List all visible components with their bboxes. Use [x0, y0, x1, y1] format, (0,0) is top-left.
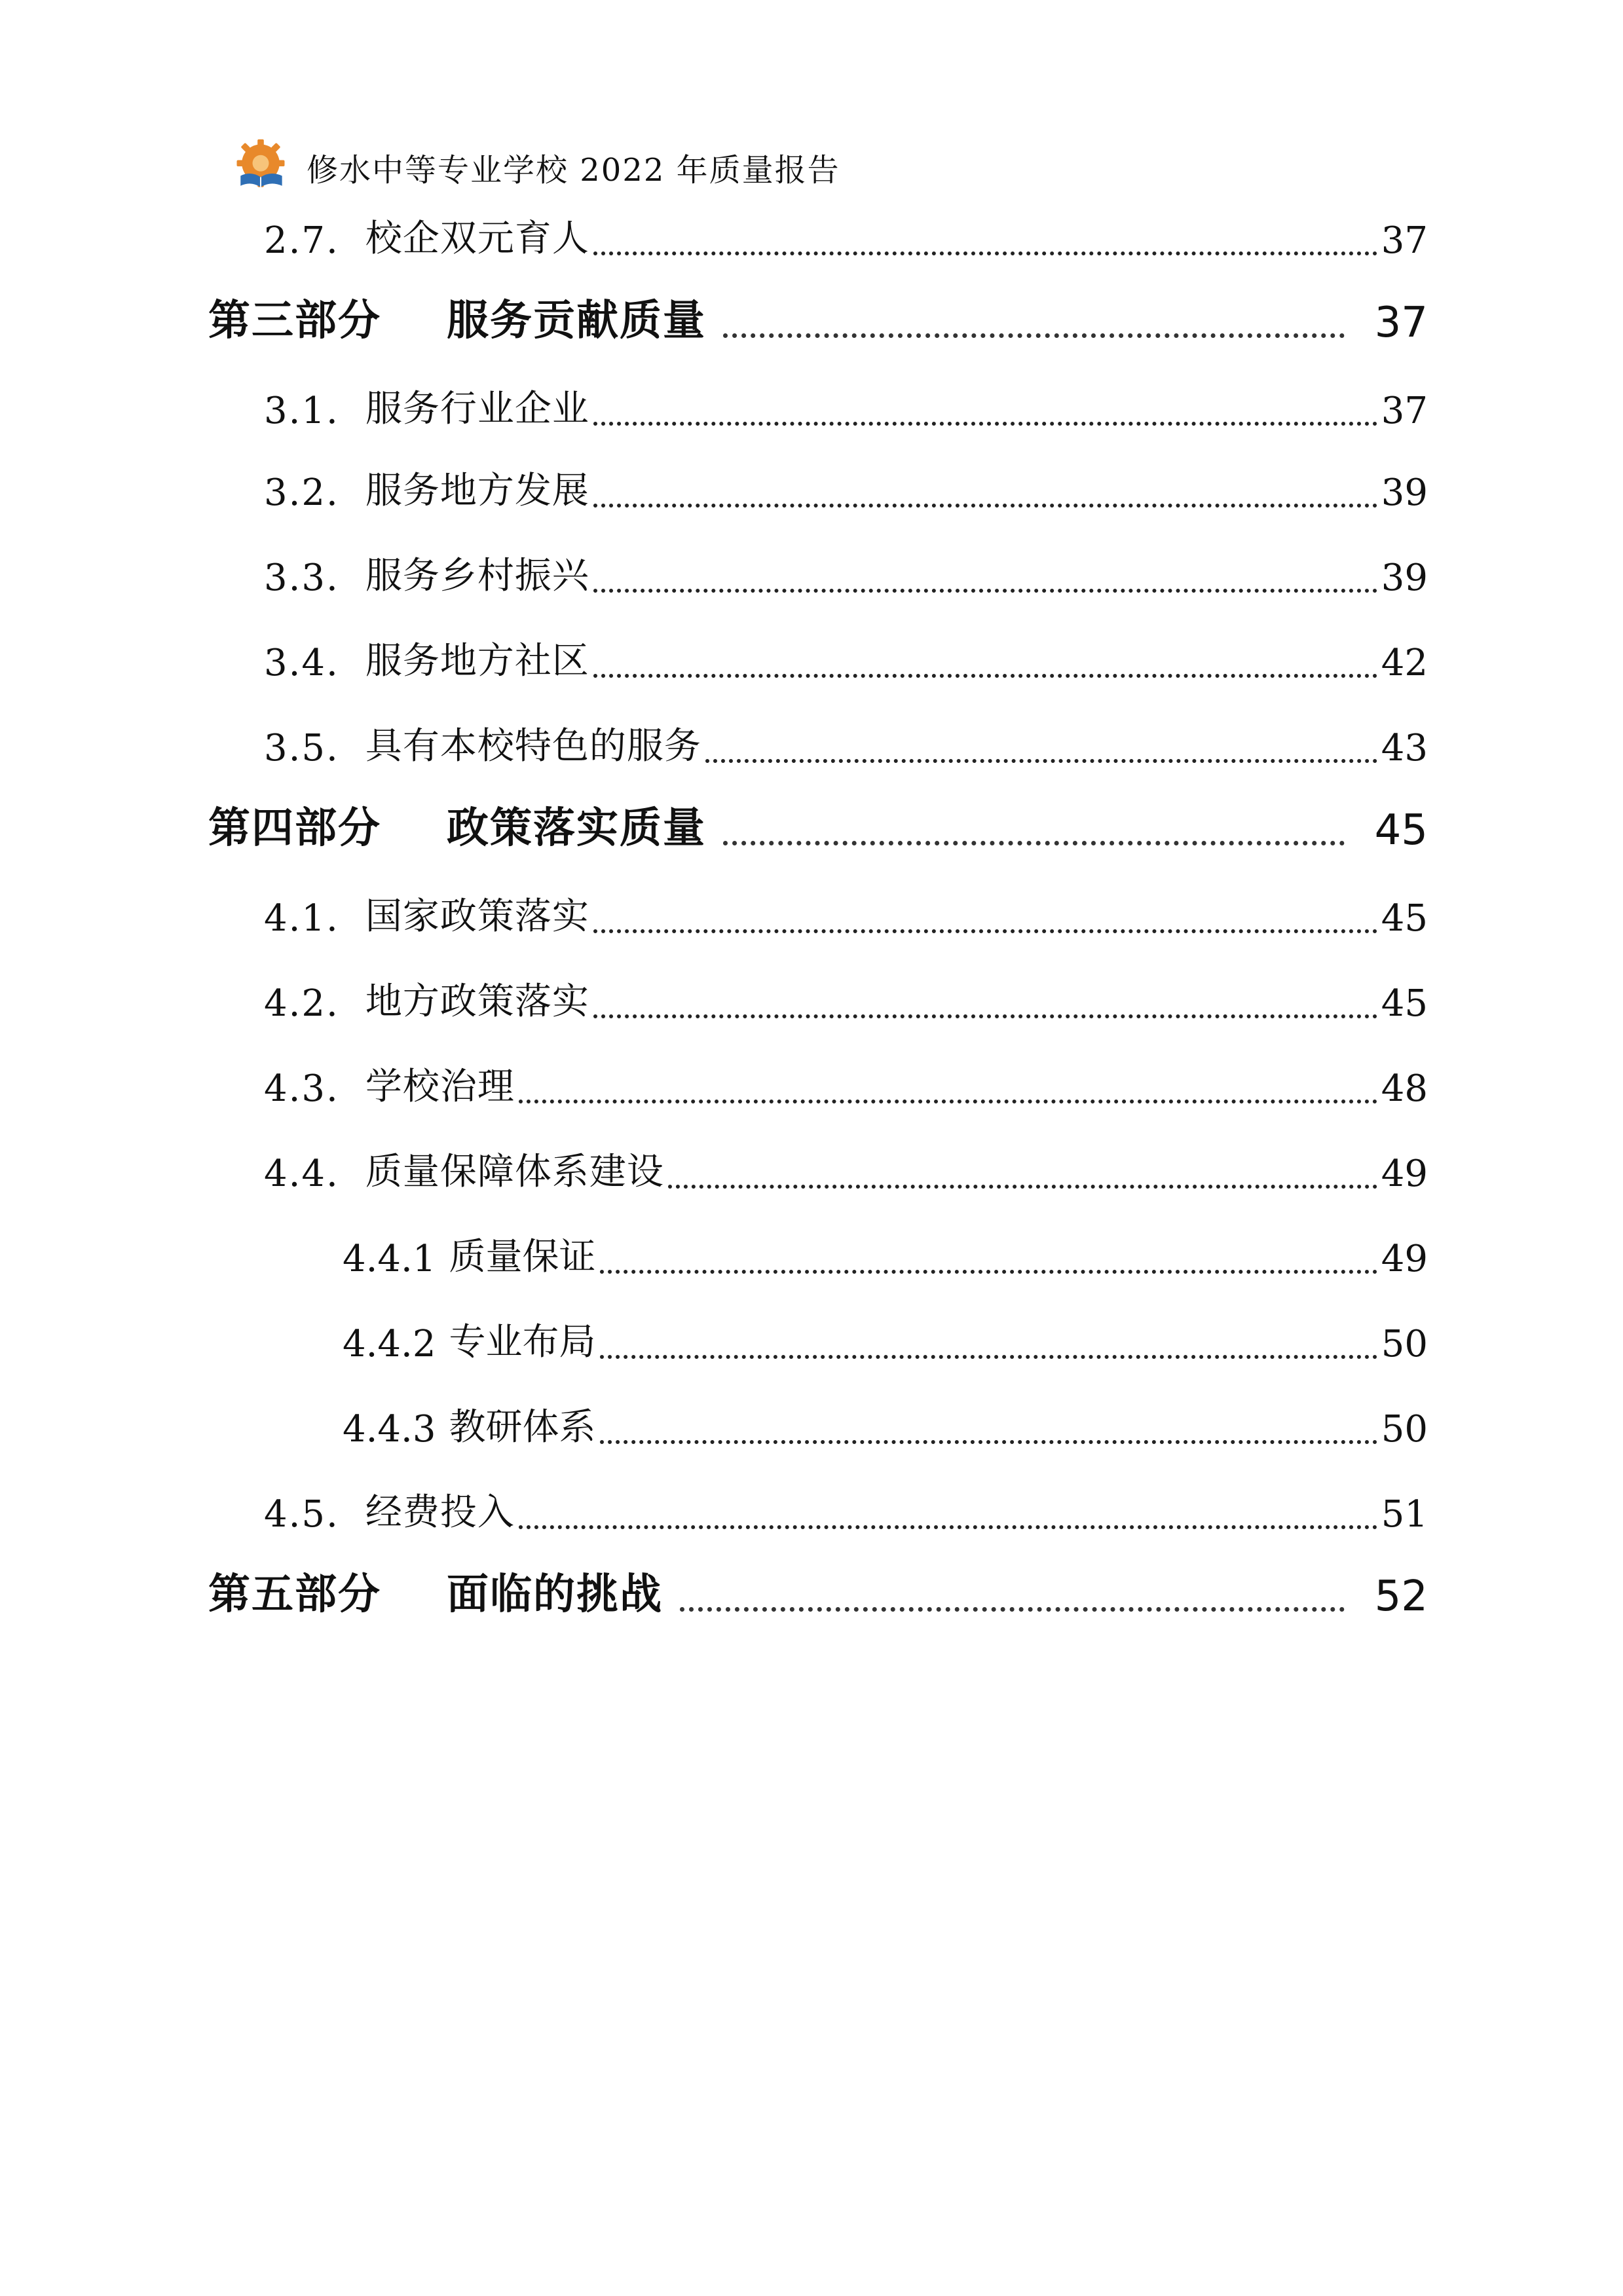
toc-dot-leader — [710, 305, 1371, 347]
toc-dot-leader — [593, 648, 1377, 684]
page-header — [229, 131, 840, 203]
toc-entry-number: 4.4.1 — [343, 1238, 436, 1280]
toc-dot-leader — [668, 1158, 1377, 1195]
toc-entry-page-number: 49 — [1381, 1238, 1428, 1280]
toc-entry-title: 服务乡村振兴 — [365, 555, 589, 597]
toc-entry-number: 4.4.3 — [343, 1408, 436, 1451]
toc-entry[interactable] — [264, 203, 1428, 262]
toc-entry-number: 第五部分 — [208, 1570, 381, 1619]
toc-entry[interactable] — [264, 711, 1428, 769]
toc-entry-page-number: 52 — [1374, 1572, 1428, 1621]
toc-entry-number: 4.1. — [264, 897, 339, 940]
toc-dot-leader — [600, 1329, 1377, 1365]
toc-entry-page-number: 45 — [1381, 897, 1428, 940]
toc-dot-leader — [600, 1244, 1377, 1280]
toc-entry-number: 4.5. — [264, 1493, 339, 1536]
toc-entry-page-number: 39 — [1381, 472, 1428, 514]
toc-entry-title: 学校治理 — [365, 1065, 515, 1108]
toc-dot-leader — [593, 903, 1377, 940]
toc-entry-title: 服务地方社区 — [365, 640, 589, 682]
toc-entry-page-number: 39 — [1381, 557, 1428, 599]
toc-entry-title: 教研体系 — [449, 1406, 596, 1449]
toc-entry[interactable] — [264, 373, 1428, 432]
toc-entry-number: 3.4. — [264, 642, 339, 684]
toc-entry-title: 服务地方发展 — [365, 470, 589, 512]
toc-entry-title: 校企双元育人 — [365, 217, 589, 260]
toc-entry-title: 服务贡献质量 — [447, 296, 706, 345]
toc-entry-page-number: 37 — [1381, 390, 1428, 432]
toc-entry-page-number: 51 — [1381, 1493, 1428, 1536]
school-gear-book-logo-icon — [229, 136, 292, 198]
report-title: 修水中等专业学校 2022 年质量报告 — [307, 151, 840, 189]
toc-entry-page-number: 49 — [1381, 1153, 1428, 1195]
toc-entry[interactable] — [264, 625, 1428, 684]
toc-entry[interactable] — [264, 1051, 1428, 1110]
toc-entry-number: 3.5. — [264, 727, 339, 769]
toc-entry-number: 2.7. — [264, 219, 339, 262]
toc-dot-leader — [593, 225, 1377, 262]
toc-dot-leader — [667, 1579, 1371, 1621]
toc-entry-page-number: 45 — [1381, 982, 1428, 1025]
toc-entry-page-number: 42 — [1381, 642, 1428, 684]
toc-entry-page-number: 37 — [1381, 219, 1428, 262]
toc-entry-number: 4.3. — [264, 1067, 339, 1110]
toc-dot-leader — [593, 563, 1377, 599]
toc-entry-title: 经费投入 — [365, 1491, 515, 1534]
toc-entry-title: 质量保证 — [449, 1236, 596, 1278]
toc-entry-number: 4.2. — [264, 982, 339, 1025]
toc-dot-leader — [600, 1414, 1377, 1451]
toc-entry[interactable] — [264, 540, 1428, 599]
toc-entry-page-number: 50 — [1381, 1323, 1428, 1365]
toc-entry[interactable] — [208, 288, 1428, 347]
toc-entry[interactable] — [208, 796, 1428, 855]
toc-entry-title: 质量保障体系建设 — [365, 1151, 664, 1193]
toc-entry-title: 具有本校特色的服务 — [365, 725, 701, 768]
toc-entry-number: 4.4. — [264, 1153, 339, 1195]
toc-entry-page-number: 50 — [1381, 1408, 1428, 1451]
toc-entry-title: 专业布局 — [449, 1321, 596, 1363]
toc-dot-leader — [519, 1073, 1377, 1110]
toc-entry-number: 3.2. — [264, 472, 339, 514]
toc-entry-title: 服务行业企业 — [365, 388, 589, 430]
toc-entry-title: 政策落实质量 — [447, 804, 706, 853]
toc-entry[interactable] — [264, 1477, 1428, 1536]
toc-entry-number: 第四部分 — [208, 804, 381, 853]
toc-entry-title: 国家政策落实 — [365, 895, 589, 938]
toc-entry-number: 4.4.2 — [343, 1323, 436, 1365]
toc-entry[interactable] — [264, 881, 1428, 940]
toc-entry[interactable] — [264, 966, 1428, 1025]
toc-dot-leader — [593, 396, 1377, 432]
toc-entry[interactable] — [264, 455, 1428, 514]
toc-entry-title: 地方政策落实 — [365, 980, 589, 1023]
toc-entry-page-number: 48 — [1381, 1067, 1428, 1110]
toc-dot-leader — [593, 988, 1377, 1025]
toc-entry-number: 3.3. — [264, 557, 339, 599]
toc-entry-page-number: 45 — [1374, 806, 1428, 855]
toc-dot-leader — [519, 1499, 1377, 1536]
toc-entry[interactable] — [343, 1392, 1428, 1451]
toc-dot-leader — [710, 813, 1371, 855]
toc-entry-page-number: 37 — [1374, 299, 1428, 347]
toc-entry[interactable] — [343, 1306, 1428, 1365]
toc-entry[interactable] — [264, 1136, 1428, 1195]
toc-entry[interactable] — [343, 1221, 1428, 1280]
toc-dot-leader — [705, 733, 1377, 769]
toc-entry[interactable] — [208, 1562, 1428, 1621]
toc-entry-number: 3.1. — [264, 390, 339, 432]
toc-entry-title: 面临的挑战 — [447, 1570, 663, 1619]
toc-dot-leader — [593, 477, 1377, 514]
toc-entry-number: 第三部分 — [208, 296, 381, 345]
toc-entry-page-number: 43 — [1381, 727, 1428, 769]
